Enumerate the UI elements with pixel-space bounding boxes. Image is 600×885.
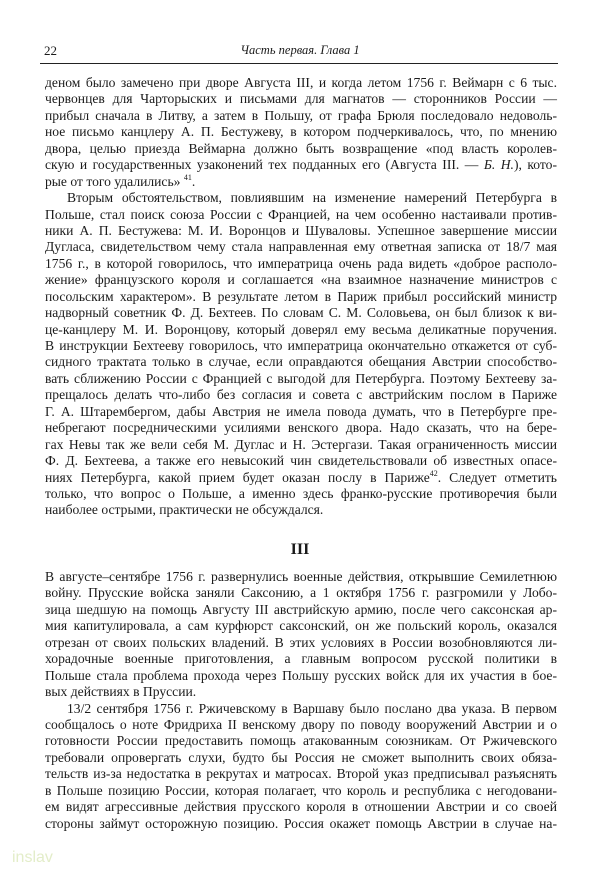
text-line: отрезан от своих польских владений. В этих условиях в России возобновляются ли-	[45, 634, 557, 650]
running-title: Часть первая. Глава 1	[240, 43, 360, 57]
text-line: вать сближению России с Францией с выгодой для Петербурга. Поэтому Бехтееву за-	[45, 370, 557, 386]
text-block-lower	[45, 569, 557, 832]
text-line: гах Невы так же вели себя М. Дуглас и Н. Эстергази. Такая ограниченность миссии	[45, 436, 557, 452]
text-line: посольским характером». В результате летом в Париж прибыл российский министр	[45, 288, 557, 304]
text-span: рые от того удалились»	[45, 173, 184, 189]
text-line: Польше, стал поиск союза России с Францией, на чем особенно настаивали против-	[45, 206, 557, 222]
text-block-upper	[45, 75, 557, 519]
paragraph	[45, 75, 557, 190]
text-span: . Следует отметить	[437, 469, 557, 485]
text-line: требовали опровергать слухи, будто бы Россия не сможет выполнить своих обяза-	[45, 749, 557, 765]
text-line	[45, 157, 557, 173]
text-line: Дугласа, свидетельством чему стала направленная ему ответная записка от 18/7 мая	[45, 239, 557, 255]
footnote-ref: 41	[183, 172, 192, 182]
text-span: .	[191, 173, 196, 189]
text-line: вых действиях в Пруссии.	[45, 684, 197, 700]
text-line: 1756 г., в которой говорилось, что императрица очень рада видеть «доброе располо-	[45, 255, 557, 271]
paragraph	[45, 190, 557, 519]
header-rule	[40, 63, 558, 64]
paragraph	[45, 569, 557, 701]
text-line: в Польше позицию России, которая полагает, что король и республика с негодовани-	[45, 782, 557, 798]
text-line: прибыл сначала в Литву, а затем в Польшу, от графа Брюля последовало недоволь-	[45, 107, 557, 123]
text-line: мия капитулировала, а сам курфюрст саксонский, он же польский король, оказался	[45, 618, 557, 634]
text-line: Польше стала проблема прохода через Польшу русских войск для их участия в бое-	[45, 667, 557, 683]
text-line: надворный советник Ф. Д. Бехтеев. По словам С. М. Соловьева, он был близок к ви-	[45, 305, 557, 321]
text-line	[45, 174, 557, 190]
text-line: Ф. Д. Бехтеева, а также его невысокий чин свидетельствовали об известных опасе-	[45, 453, 557, 469]
text-line: наиболее острыми, практически не обсуждался.	[45, 502, 324, 518]
text-line: сидного трактата только в случае, если оправдаются обещания Австрии способство-	[45, 354, 557, 370]
text-line: ем видят агрессивные действия прусского короля в отношении Австрии и со своей	[45, 799, 557, 815]
watermark: inslav	[12, 849, 53, 866]
text-line: деном было замечено при дворе Августа III, и когда летом 1756 г. Веймарн с 6 тыс.	[45, 75, 557, 90]
text-line: небрегают посредническими усилиями венского двора. Надо сказать, что на бере-	[45, 420, 557, 436]
text-line: ное письмо канцлеру А. П. Бестужеву, в котором подчеркивалось, что, по мнению	[45, 124, 557, 140]
text-line: войну. Прусские войска заняли Саксонию, а 1 октября 1756 г. разгромили у Лобо-	[45, 585, 557, 601]
text-line: це-канцлеру М. И. Воронцову, который доверял ему весьма деликатные поручения.	[45, 321, 557, 337]
text-line: прещалось делать что-либо без согласия и совета с австрийским послом в Париже	[45, 387, 557, 403]
text-line: В инструкции Бехтееву говорилось, что императрица окончательно откажется от суб-	[45, 338, 557, 353]
text-line: готовности России предоставить помощь атакованным союзникам. От Ржичевского	[45, 733, 557, 749]
text-line: Вторым обстоятельством, повлиявшим на изменение намерений Петербурга в	[67, 190, 557, 206]
italic-text: Б. Н.	[483, 157, 514, 173]
text-line: сообщалось о ноте Фридриха II венскому двору по поводу вооружений Австрии и о	[45, 716, 557, 732]
text-line: двора, целью приезда Веймарна должно быть возвращение «под власть королев-	[45, 140, 557, 156]
text-line: стороны займут осторожную позицию. Россия окажет помощь Австрии в случае на-	[45, 815, 557, 831]
footnote-ref: 42	[429, 468, 438, 478]
text-line: В августе–сентябре 1756 г. развернулись военные действия, открывшие Семилетнюю	[45, 569, 557, 584]
text-line: ники А. П. Бестужева: М. И. Воронцов и Шуваловы. Успешное завершение миссии	[45, 222, 557, 238]
text-line: червонцев для Чарторыских и письмами для магнатов — сторонников России —	[45, 91, 557, 107]
page-number: 22	[44, 43, 57, 58]
text-line: только, что вопрос о Польше, а именно здесь франко-русские противоречия были	[45, 485, 557, 501]
text-span: ), кото-	[513, 157, 557, 173]
paragraph	[45, 701, 557, 833]
text-line: зица шедшую на помощь Августу III австрийскую армию, после чего саксонская ар-	[45, 601, 557, 617]
text-line: хорадочные военные приготовления, а главным вопросом русской политики в	[45, 651, 557, 667]
text-span: скую и государственных узаконений тех подданных его (Августа III. —	[45, 157, 484, 173]
text-line	[45, 470, 557, 486]
text-line: жение» французского короля и соглашается «на взаимное назначение министров с	[45, 272, 557, 288]
text-line: 13/2 сентября 1756 г. Ржичевскому в Варшаву было послано два указа. В первом	[67, 700, 557, 716]
text-line: Г. А. Штарембергом, дабы Австрия не имела повода думать, что в Петербурге пре-	[45, 403, 557, 419]
text-line: тельств из-за недостатка в рекрутах и матросах. Второй указ предписывал разъяснять	[45, 766, 557, 782]
section-heading: III	[290, 541, 310, 558]
text-span: ниях Петербурга, какой прием будет оказан послу в Париже	[45, 469, 430, 485]
